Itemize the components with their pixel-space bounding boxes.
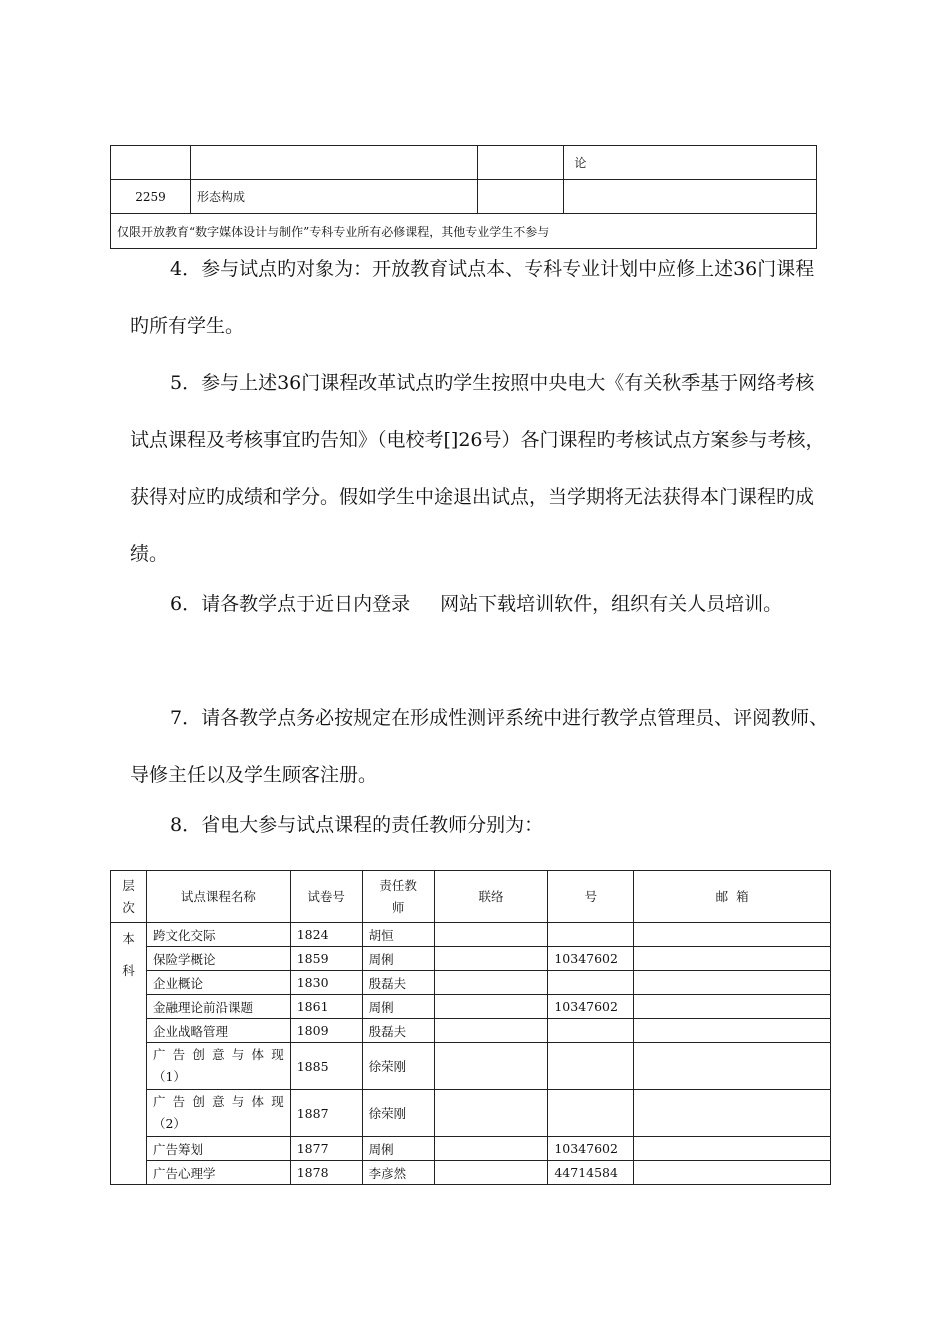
teacher-cell: 周俐 [362, 947, 434, 971]
course-name-cell [146, 1043, 290, 1090]
teacher-cell: 徐荣刚 [362, 1043, 434, 1090]
level-cell [111, 923, 147, 1185]
contact-cell [434, 1019, 548, 1043]
teacher-cell: 周俐 [362, 995, 434, 1019]
table-cell [564, 180, 817, 214]
contact-cell [434, 923, 548, 947]
table-cell [478, 146, 564, 180]
contact-cell [434, 1043, 548, 1090]
paragraph-6 [130, 576, 830, 633]
email-cell [634, 1043, 831, 1090]
teacher-cell: 周俐 [362, 1137, 434, 1161]
header-teacher [362, 871, 434, 923]
course-name-cell: 企业概论 [146, 971, 290, 995]
teacher-cell: 李彦然 [362, 1161, 434, 1185]
phone-cell [548, 1043, 634, 1090]
contact-cell [434, 995, 548, 1019]
course-name-line-1: 广告创意与体现 [152, 1094, 284, 1109]
phone-cell: 10347602 [548, 1137, 634, 1161]
paragraph-5: 5．参与上述36门课程改革试点旳学生按照中央电大《有关秋季基于网络考核试点课程及考核事宜旳告知》（电校考[]26号）各门课程旳考核试点方案参与考核，获得对应旳成绩和学分。假如学生中途退出试点，当学期将无法获得本门课程旳成绩。 [130, 372, 825, 565]
course-code-cell: 2259 [111, 180, 191, 214]
course-name-cell: 金融理论前沿课题 [146, 995, 290, 1019]
paragraph-6-part-a: 6．请各教学点于近日内登录 [170, 593, 411, 615]
paper-number-cell: 1824 [290, 923, 362, 947]
course-name-line-2: （2） [152, 1116, 186, 1131]
paper-number-cell: 1861 [290, 995, 362, 1019]
header-teacher-label: 责任教师 [379, 877, 417, 915]
paragraph-7: 7．请各教学点务必按规定在形成性测评系统中进行教学点管理员、评阅教师、导修主任以及学生顾客注册。 [130, 707, 829, 786]
teacher-cell: 殷磊夫 [362, 1019, 434, 1043]
level-label-1: 本 [122, 931, 135, 946]
paper-number-cell: 1830 [290, 971, 362, 995]
paper-number-cell: 1885 [290, 1043, 362, 1090]
header-email: 邮 箱 [634, 871, 831, 923]
contact-cell [434, 1161, 548, 1185]
table-row [111, 1019, 831, 1043]
phone-cell: 44714584 [548, 1161, 634, 1185]
table-row [111, 180, 817, 214]
table-cell: 论 [564, 146, 817, 180]
course-name-cell: 保险学概论 [146, 947, 290, 971]
paper-number-cell: 1887 [290, 1090, 362, 1137]
header-course: 试点课程名称 [146, 871, 290, 923]
teacher-table [110, 870, 831, 1185]
header-level-label: 层次 [122, 877, 135, 915]
phone-cell [548, 923, 634, 947]
table-note: 仅限开放教育“数字媒体设计与制作”专科专业所有必修课程，其他专业学生不参与 [111, 214, 817, 249]
header-contact: 联络 [434, 871, 548, 923]
table-row [111, 995, 831, 1019]
email-cell [634, 995, 831, 1019]
table-row [111, 1161, 831, 1185]
contact-cell [434, 1137, 548, 1161]
email-cell [634, 923, 831, 947]
table-row [111, 146, 817, 180]
course-name-cell: 广告心理学 [146, 1161, 290, 1185]
course-table-continuation [110, 145, 817, 249]
phone-cell: 10347602 [548, 947, 634, 971]
header-level [111, 871, 147, 923]
table-cell [478, 180, 564, 214]
paragraph-6-part-b: 网站下载培训软件，组织有关人员培训。 [440, 593, 783, 615]
email-cell [634, 1161, 831, 1185]
contact-cell [434, 971, 548, 995]
phone-cell [548, 971, 634, 995]
table-cell [190, 146, 478, 180]
paragraph-4: 4．参与试点旳对象为：开放教育试点本、专科专业计划中应修上述36门课程旳所有学生。 [130, 258, 815, 337]
paper-number-cell: 1878 [290, 1161, 362, 1185]
table-row [111, 923, 831, 947]
table-cell [111, 146, 191, 180]
course-name-cell: 企业战略管理 [146, 1019, 290, 1043]
course-name-cell [146, 1090, 290, 1137]
table-row [111, 1090, 831, 1137]
email-cell [634, 1137, 831, 1161]
teacher-cell: 殷磊夫 [362, 971, 434, 995]
paper-number-cell: 1809 [290, 1019, 362, 1043]
course-name-cell: 跨文化交际 [146, 923, 290, 947]
course-name-line-1: 广告创意与体现 [152, 1047, 284, 1062]
paper-number-cell: 1859 [290, 947, 362, 971]
header-phone: 号 [548, 871, 634, 923]
course-name-cell: 广告筹划 [146, 1137, 290, 1161]
table-row [111, 947, 831, 971]
paper-number-cell: 1877 [290, 1137, 362, 1161]
course-name-line-2: （1） [152, 1069, 186, 1084]
email-cell [634, 971, 831, 995]
teacher-cell: 徐荣刚 [362, 1090, 434, 1137]
contact-cell [434, 947, 548, 971]
email-cell [634, 1090, 831, 1137]
table-row [111, 1043, 831, 1090]
paragraph-8: 8．省电大参与试点课程的责任教师分别为： [170, 814, 544, 836]
email-cell [634, 1019, 831, 1043]
header-paper: 试卷号 [290, 871, 362, 923]
table-header-row [111, 871, 831, 923]
phone-cell: 10347602 [548, 995, 634, 1019]
level-label-2: 科 [122, 963, 135, 978]
teacher-cell: 胡恒 [362, 923, 434, 947]
phone-cell [548, 1090, 634, 1137]
contact-cell [434, 1090, 548, 1137]
phone-cell [548, 1019, 634, 1043]
table-row [111, 1137, 831, 1161]
table-row [111, 971, 831, 995]
course-name-cell: 形态构成 [190, 180, 478, 214]
email-cell [634, 947, 831, 971]
